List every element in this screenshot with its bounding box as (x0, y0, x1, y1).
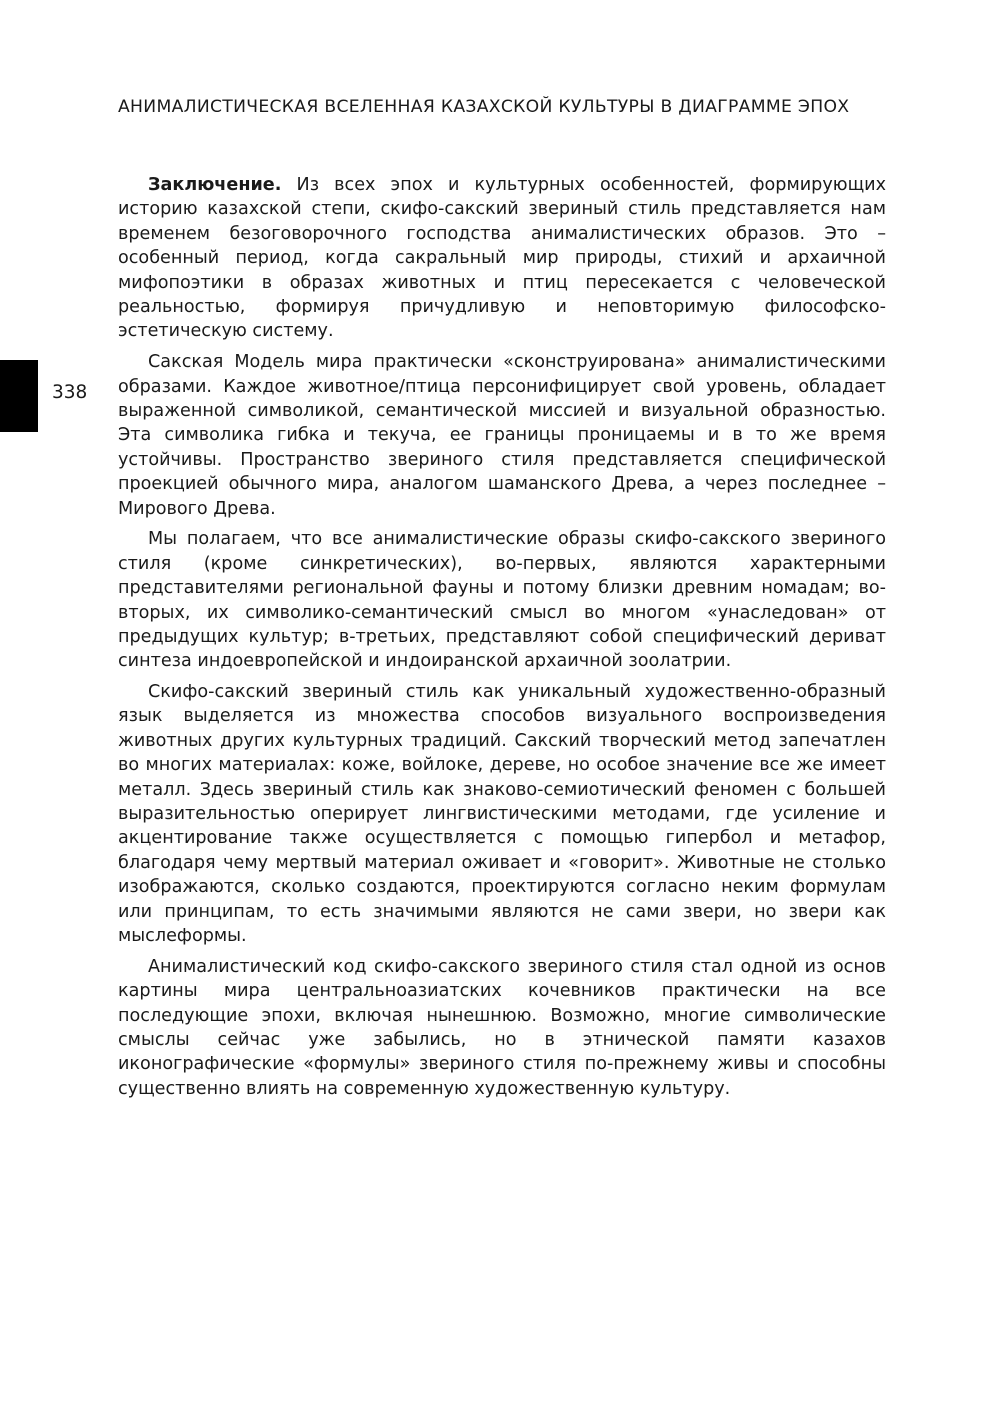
running-title: АНИМАЛИСТИЧЕСКАЯ ВСЕЛЕННАЯ КАЗАХСКОЙ КУЛЬТУРЫ В ДИАГРАММЕ ЭПОХ (118, 97, 850, 117)
page-edge-tab (0, 360, 38, 432)
conclusion-lead: Заключение. (148, 175, 282, 195)
paragraph-origins: Мы полагаем, что все анималистические образы скифо-сакского звериного стиля (кроме синкретических), во-первых, являются характерными представителями региональной фауны и потому близки древним номадам; во-вторых, их символико-семантический смысл во многом «унаследован» от предыдущих культур; в-третьих, представляют собой специфический дериват синтеза индоевропейской и индоиранской архаичной зоолатрии. (118, 529, 886, 672)
paragraph-conclusion-text: Из всех эпох и культурных особенностей, формирующих историю казахской степи, скифо-сакский звериный стиль представляется нам временем безоговорочного господства анималистических образов. Это – особенный период, когда сакральный мир природы, стихий и архаичной мифопоэтики в образах животных и птиц пересекается с человеческой реальностью, формируя причудливую и неповторимую философско-эстетическую систему. (118, 175, 886, 342)
paragraph-artistic-language: Скифо-сакский звериный стиль как уникальный художественно-образный язык выделяется из множества способов визуального воспроизведения животных других культурных традиций. Сакский творческий метод запечатлен во многих материалах: коже, войлоке, дереве, но особое значение все же имеет металл. Здесь звериный стиль как знаково-семиотический феномен с большей выразительностью оперирует лингвистическими методами, где усиление и акцентирование также осуществляется с помощью гипербол и метафор, благодаря чему мертвый материал оживает и «говорит». Животные не столько изображаются, сколько создаются, проектируются согласно неким формулам или принципам, то есть значимыми являются не сами звери, но звери как мыслеформы. (118, 682, 886, 947)
page-number: 338 (52, 382, 88, 403)
body-text (118, 173, 886, 1108)
paragraph-saka-world-model: Сакская Модель мира практически «сконструирована» анималистическими образами. Каждое животное/птица персонифицирует свой уровень, обладает выраженной символикой, семантической миссией и визуальной образностью. Эта символика гибка и текуча, ее границы проницаемы и в то же время устойчивы. Пространство звериного стиля представляется специфической проекцией обычного мира, аналогом шаманского Древа, а через последнее – Мирового Древа. (118, 352, 886, 519)
paragraph-conclusion (118, 173, 886, 344)
paragraph-animalistic-code: Анималистический код скифо-сакского звериного стиля стал одной из основ картины мира центральноазиатских кочевников практически на все последующие эпохи, включая нынешнюю. Возможно, многие символические смыслы сейчас уже забылись, но в этнической памяти казахов иконографические «формулы» звериного стиля по-прежнему живы и способны существенно влиять на современную художественную культуру. (118, 956, 886, 1099)
